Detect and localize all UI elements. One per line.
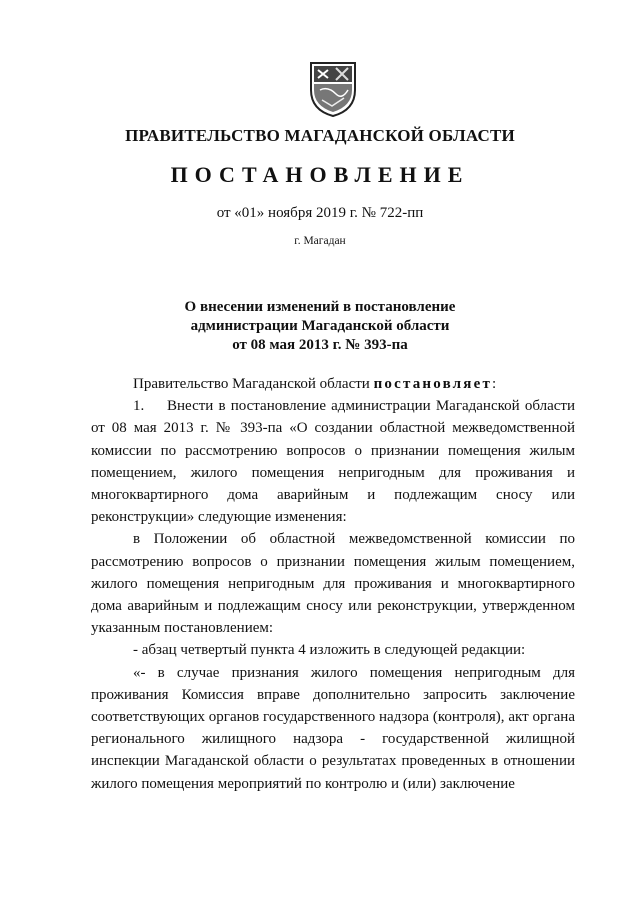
preamble-text: Правительство Магаданской области (133, 376, 374, 392)
document-city: г. Магадан (294, 235, 346, 247)
document-subject (0, 298, 640, 355)
subject-line-3: от 08 мая 2013 г. № 393-па (232, 337, 408, 353)
item-1-number: 1. (133, 398, 145, 415)
organization-title: ПРАВИТЕЛЬСТВО МАГАДАНСКОЙ ОБЛАСТИ (125, 126, 515, 145)
item-1-paragraph (91, 395, 575, 528)
subject-line-2: администрации Магаданской области (190, 318, 450, 334)
document-body (91, 373, 575, 795)
subject-line-1: О внесении изменений в постановление (184, 299, 456, 315)
item-1-text: Внести в постановление администрации Магаданской области от 08 мая 2013 г. № 393-па «О создании областной межведомственной комиссии по рассмотрению вопросов о признании помещения жилым помещением, жилого помещения непригодным для проживания и многоквартирного дома аварийным и подлежащим сносу или реконструкции» следующие изменения: (91, 398, 575, 526)
amendment-text-paragraph: «- в случае признания жилого помещения непригодным для проживания Комиссия вправе дополнительно запросить заключение соответствующих органов государственного надзора (контроля), акт органа регионального жилищного надзора - государственной жилищной инспекции Магаданской области о результатах проведенных в отношении жилого помещения мероприятий по контролю и (или) заключение (91, 664, 575, 792)
preamble-verb: постановляет (373, 376, 493, 392)
amendment-instruction-paragraph: - абзац четвертый пункта 4 изложить в следующей редакции: (133, 642, 526, 659)
preamble-paragraph (91, 373, 575, 395)
regulation-paragraph: в Положении об областной межведомственной комиссии по рассмотрению вопросов о признании помещения жилым помещением, жилого помещения непригодным для проживания и многоквартирного дома аварийным и подлежащим сносу или реконструкции, утвержденном указанным постановлением: (91, 531, 575, 637)
document-date-number: от «01» ноября 2019 г. № 722-пп (216, 205, 424, 221)
document-type-title: ПОСТАНОВЛЕНИЕ (170, 162, 470, 187)
preamble-colon: : (492, 376, 497, 392)
coat-of-arms-icon (308, 60, 358, 118)
